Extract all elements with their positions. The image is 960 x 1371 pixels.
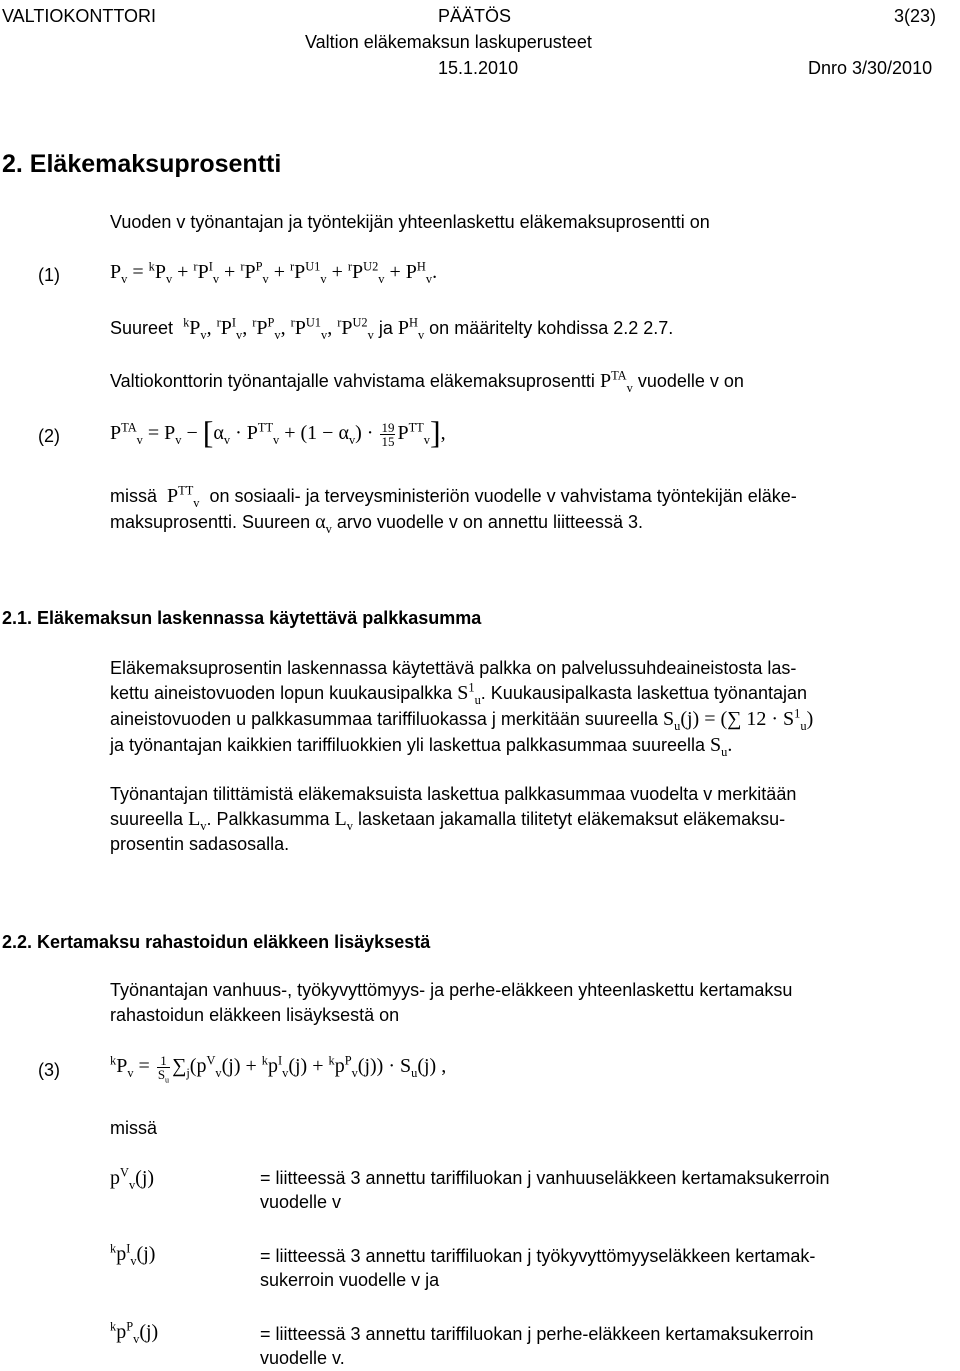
definition-text (260, 1322, 960, 1370)
missa-line-1 (110, 484, 797, 508)
text-fragment: kettu aineistovuoden lopun kuukausipalkka (110, 683, 453, 703)
header-page-number: 3(23) (894, 6, 937, 26)
header-reference: Dnro 3/30/2010 (808, 58, 933, 78)
definition-line: sukerroin vuodelle v ja (260, 1270, 440, 1290)
suureet-suffix: on määritelty kohdissa 2.2 2.7. (429, 318, 674, 338)
suureet-line (110, 316, 673, 340)
suureet-prefix: Suureet (110, 318, 174, 338)
paragraph-line: Työnantajan vanhuus-, työkyvyttömyys- ja perhe-eläkkeen yhteenlaskettu kertamaksu (110, 980, 793, 1000)
definition-line: vuodelle v. (260, 1348, 345, 1368)
definition-text (260, 1244, 960, 1292)
definition-symbol: $^kp^P_v(j)$ (110, 1319, 159, 1346)
paragraph-line: Eläkemaksuprosentin laskennassa käytettävä palkka on palvelussuhdeaineistosta las- (110, 658, 797, 678)
s-u-1-symbol: $S^1_u$ (457, 680, 481, 707)
definition-symbol: $^kp^I_v(j)$ (110, 1241, 156, 1268)
suureet-symbol-h: $P^H_v$ (397, 315, 425, 342)
s-u-symbol: $S_u$. (710, 734, 733, 759)
l-v-symbol: $L_v$ (188, 808, 207, 833)
definition-line: = liitteessä 3 annettu tariffiluokan j vanhuuseläkkeen kertamaksukerroin (260, 1168, 830, 1188)
paragraph-line: prosentin sadasosalla. (110, 834, 290, 854)
paragraph-line: Työnantajan tilittämistä eläkemaksuista laskettua palkkasummaa vuodelta v merkitään (110, 784, 797, 804)
paragraph-line: rahastoidun eläkkeen lisäyksestä on (110, 1005, 400, 1025)
subsection-title: 2.2. Kertamaksu rahastoidun eläkkeen lisäyksestä (2, 932, 431, 952)
missa-text-2a: maksuprosentti. Suureen (110, 512, 311, 532)
missa-text: on sosiaali- ja terveysministeriön vuodelle v vahvistama työntekijän eläke- (209, 486, 797, 506)
l-v-symbol: $L_v$ (334, 808, 353, 833)
equation-number: (2) (38, 426, 60, 446)
equation-2: $P^{TA}_v = P_v - [\alpha_v \cdot P^{TT}_v + (1 - \alpha_v)$ · $\frac{19}{15}$ $P^{TT}_v$], (110, 414, 446, 450)
subsection-title: 2.1. Eläkemaksun laskennassa käytettävä palkkasumma (2, 608, 482, 628)
definition-symbol: $p^V_v(j)$ (110, 1165, 155, 1192)
text-fragment: suureella (110, 809, 184, 829)
text-fragment: lasketaan jakamalla tilitetyt eläkemaksut eläkemaksu- (357, 809, 786, 829)
text-fragment: . Kuukausipalkasta laskettua työnantajan (480, 683, 808, 703)
paragraph-line (110, 733, 732, 757)
paragraph-line (110, 707, 813, 731)
section-title: 2. Eläkemaksuprosentti (2, 150, 282, 178)
missa-prefix: missä (110, 486, 158, 506)
paragraph-line (110, 807, 785, 831)
ta-line (110, 369, 744, 393)
equation-1: $P_v = ^kP_v + ^rP^I_v + ^rP^P_v + ^rP^{U1}_v + ^rP^{U2}_v + P^H_v$. (110, 259, 438, 286)
definition-text (260, 1166, 960, 1214)
ta-text-before: Valtiokonttorin työnantajalle vahvistama eläkemaksuprosentti (110, 371, 595, 391)
suureet-symbols: $^kP_v$, $^rP^I_v$, $^rP^P_v$, $^rP^{U1}_v$, $^rP^{U2}_v$ (183, 315, 374, 342)
text-fragment: ja työnantajan kaikkien tariffiluokkien yli laskettua palkkasummaa suureella (110, 735, 705, 755)
section-intro: Vuoden v työnantajan ja työntekijän yhteenlaskettu eläkemaksuprosentti on (110, 212, 710, 232)
definition-line: = liitteessä 3 annettu tariffiluokan j perhe-eläkkeen kertamaksukerroin (260, 1324, 814, 1344)
header-subject: Valtion eläkemaksun laskuperusteet (305, 32, 592, 52)
missa-text-2b: arvo vuodelle v on annettu liitteessä 3. (336, 512, 644, 532)
equation-number: (1) (38, 265, 60, 285)
alpha-symbol: $\alpha_v$ (315, 511, 332, 536)
s-u-j-formula: $S_u(j)$ = (∑ $12 \cdot S^1_u$) (662, 706, 814, 733)
text-fragment: aineistovuoden u palkkasummaa tariffiluokassa j merkitään suureella (110, 709, 658, 729)
equation-number: (3) (38, 1060, 60, 1080)
suureet-ja: ja (378, 318, 393, 338)
definition-line: vuodelle v (260, 1192, 342, 1212)
header-doc-type: PÄÄTÖS (438, 6, 512, 26)
tt-symbol: $P^{TT}_v$ (162, 483, 200, 510)
equation-3: $^kP_v$ = $\frac{1}{S_u}$ $\sum_j(p^V_v(j) + ^kp^I_v(j) + ^kp^P_v(j)) \cdot S_u(j)$ , (110, 1053, 447, 1085)
ta-text-after: vuodelle v on (637, 371, 744, 391)
text-fragment: . Palkkasumma (206, 809, 330, 829)
header-org: VALTIOKONTTORI (2, 6, 157, 26)
ta-symbol: $P^{TA}_v$ (599, 368, 633, 395)
paragraph-line (110, 681, 807, 705)
definition-line: = liitteessä 3 annettu tariffiluokan j työkyvyttömyyseläkkeen kertamak- (260, 1246, 816, 1266)
header-date: 15.1.2010 (438, 58, 519, 78)
missa-line-2 (110, 510, 643, 534)
missa-label: missä (110, 1118, 158, 1138)
